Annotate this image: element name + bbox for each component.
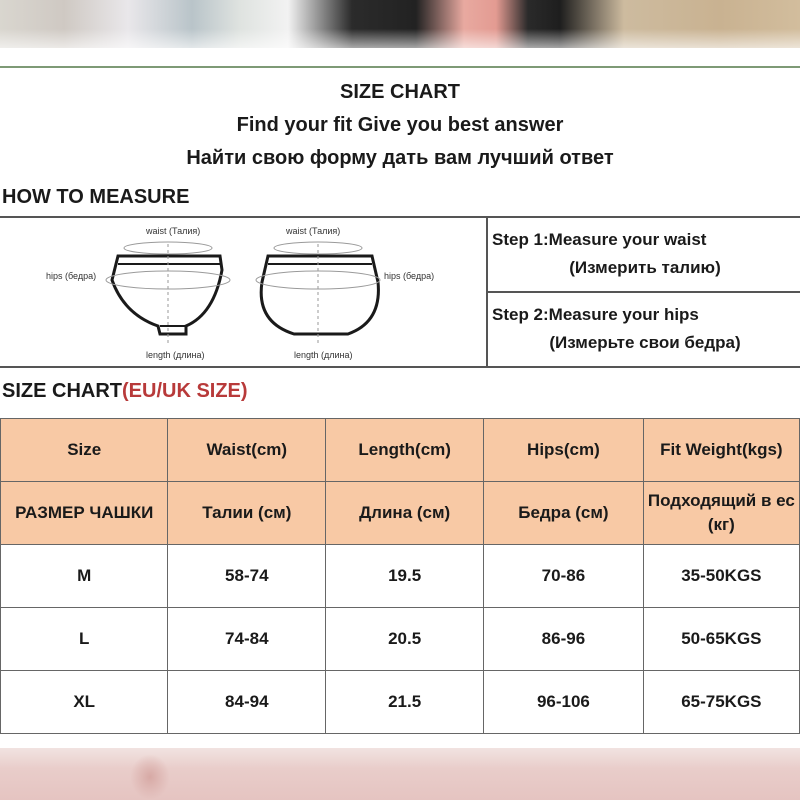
table-cell: M	[1, 545, 168, 608]
header-cell: Бедра (см)	[484, 482, 644, 545]
bottom-photo-strip	[0, 748, 800, 800]
top-photo-strip	[0, 0, 800, 48]
subtitle-en: Find your fit Give you best answer	[236, 114, 564, 136]
how-to-measure-heading: HOW TO MEASURE	[2, 186, 190, 208]
back-length-label: length (длина)	[294, 350, 353, 360]
header-cell: Длина (см)	[326, 482, 484, 545]
fabric-fold	[130, 754, 170, 800]
table-row	[1, 671, 800, 734]
header-cell: Length(cm)	[326, 419, 484, 482]
page-title: SIZE CHART	[340, 81, 460, 103]
table-cell: 19.5	[326, 545, 484, 608]
table-cell: 65-75KGS	[643, 671, 799, 734]
table-cell: 74-84	[168, 608, 326, 671]
table-row	[1, 545, 800, 608]
step-1-instruction: Step 1:Measure your waist	[492, 230, 707, 249]
header-cell: Fit Weight(kgs)	[643, 419, 799, 482]
underwear-diagram-icon	[0, 218, 484, 366]
table-row	[1, 608, 800, 671]
back-hips-label: hips (бедра)	[384, 271, 435, 281]
table-cell: 84-94	[168, 671, 326, 734]
step-2-instruction: Step 2:Measure your hips	[492, 305, 699, 324]
table-cell: 58-74	[168, 545, 326, 608]
table-cell: XL	[1, 671, 168, 734]
header-cell: Талии (см)	[168, 482, 326, 545]
table-cell: 86-96	[484, 608, 644, 671]
table-cell: 96-106	[484, 671, 644, 734]
header-cell: Подходящий в ес (кг)	[643, 482, 799, 545]
header-cell: Size	[1, 419, 168, 482]
header-cell: Hips(cm)	[484, 419, 644, 482]
table-cell: 70-86	[484, 545, 644, 608]
table-cell: 20.5	[326, 608, 484, 671]
front-length-label: length (длина)	[146, 350, 205, 360]
table-header-row-ru	[1, 482, 800, 545]
size-chart-heading-main: SIZE CHART	[2, 380, 122, 402]
table-cell: 50-65KGS	[643, 608, 799, 671]
front-hips-label: hips (бедра)	[46, 271, 97, 281]
step-1-translation: (Измерить талию)	[569, 258, 721, 277]
step-2-translation: (Измерьте свои бедра)	[549, 333, 741, 352]
how-to-measure-box	[0, 216, 800, 368]
table-cell: 21.5	[326, 671, 484, 734]
front-waist-label: waist (Талия)	[146, 226, 201, 236]
measure-steps	[486, 218, 800, 366]
size-chart-heading-accent: (EU/UK SIZE)	[122, 380, 248, 402]
header-cell: Waist(cm)	[168, 419, 326, 482]
header-cell: РАЗМЕР ЧАШКИ	[1, 482, 168, 545]
table-cell: L	[1, 608, 168, 671]
table-header-row-en	[1, 419, 800, 482]
size-chart-panel	[0, 66, 800, 748]
size-chart-heading	[2, 380, 248, 403]
measure-diagram	[0, 218, 484, 366]
back-waist-label: waist (Талия)	[286, 226, 341, 236]
size-table	[0, 418, 800, 734]
title-block	[0, 76, 800, 175]
table-cell: 35-50KGS	[643, 545, 799, 608]
step-2	[488, 291, 800, 366]
subtitle-ru: Найти свою форму дать вам лучший ответ	[186, 147, 614, 169]
step-1	[488, 218, 800, 291]
